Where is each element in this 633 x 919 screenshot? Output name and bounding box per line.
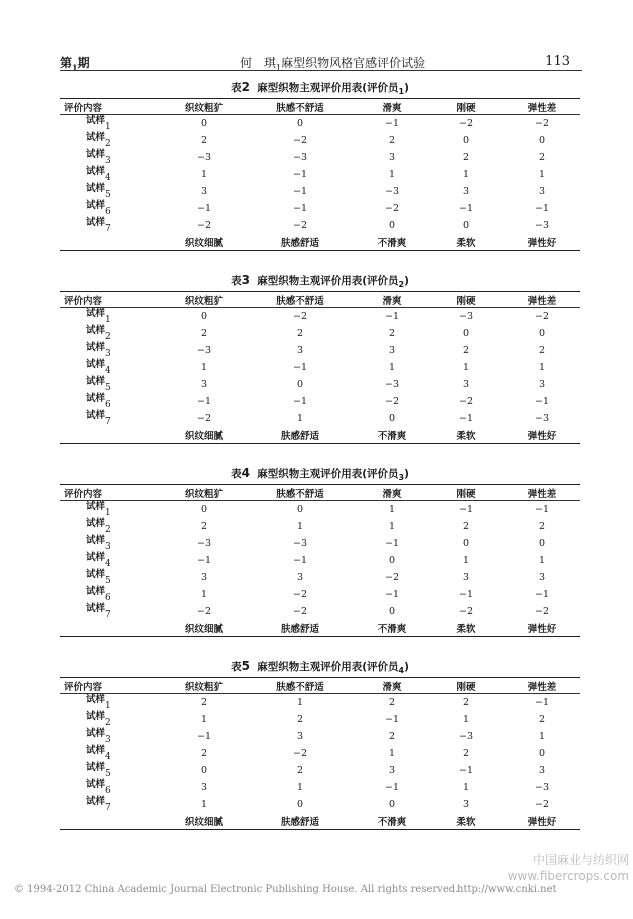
table-cell: −1	[384, 714, 399, 725]
table-cell: 1	[538, 362, 546, 373]
table-cell: 3	[388, 765, 396, 776]
column-header: 织纹粗犷	[184, 488, 223, 500]
table-cell: 2	[388, 731, 396, 742]
column-header: 评价内容	[64, 295, 103, 307]
table-cell: −3	[384, 186, 399, 197]
footer-cell: 肤感舒适	[280, 817, 319, 828]
footer-cell: 柔软	[456, 431, 476, 442]
row-label: 试样$_6$	[86, 586, 111, 603]
table-cell: 2	[200, 748, 208, 759]
table-cell: 0	[200, 311, 208, 322]
column-header: 刚硬	[456, 681, 476, 693]
footer-cell: 肤感舒适	[280, 624, 319, 635]
table-cell: −1	[292, 186, 307, 197]
table-caption: 表5 麻型织物主观评价用表(评价员$_4$)	[231, 659, 409, 676]
column-header: 肤感不舒适	[276, 488, 324, 500]
table-cell: 1	[200, 714, 208, 725]
table-cell: 0	[462, 538, 470, 549]
table-cell: −3	[196, 538, 211, 549]
footer-cell	[60, 234, 164, 251]
table-cell: 2	[388, 135, 396, 146]
table-cell: 2	[200, 135, 208, 146]
table-cell: −3	[458, 311, 473, 322]
column-header: 织纹粗犷	[184, 102, 223, 114]
table-cell: 3	[538, 379, 546, 390]
table-cell: −2	[534, 118, 549, 129]
table-cell: 3	[388, 345, 396, 356]
table-cell: −1	[292, 555, 307, 566]
table-cell: 2	[538, 521, 546, 532]
table-cell: −2	[458, 606, 473, 617]
row-label: 试样$_7$	[86, 603, 111, 620]
table-cell: 1	[538, 731, 546, 742]
table-cell: −1	[292, 203, 307, 214]
table-cell: 0	[296, 118, 304, 129]
table-cell: 0	[296, 799, 304, 810]
table-footer-row	[60, 813, 580, 830]
table-cell: 1	[388, 362, 396, 373]
table-cell: 3	[538, 765, 546, 776]
row-label: 试样$_1$	[86, 115, 111, 132]
table-cell: −1	[384, 538, 399, 549]
table-row	[60, 603, 580, 620]
footer-cell: 弹性好	[527, 624, 557, 635]
footer-cell: 不滑爽	[377, 431, 407, 442]
footer-cell: 柔软	[456, 624, 476, 635]
footer-cell: 肤感舒适	[280, 238, 319, 249]
column-header: 滑爽	[382, 295, 402, 307]
table-cell: −2	[292, 220, 307, 231]
footer-url[interactable]: http://www.cnki.net	[457, 884, 557, 895]
table-cell: 2	[462, 345, 470, 356]
row-label: 试样$_2$	[86, 325, 111, 342]
table-cell: 0	[200, 765, 208, 776]
row-label: 试样$_5$	[86, 762, 111, 779]
column-header: 滑爽	[382, 681, 402, 693]
table-cell: 0	[462, 135, 470, 146]
table-cell: 1	[462, 714, 470, 725]
table-cell: 1	[296, 782, 304, 793]
table-cell: 1	[388, 504, 396, 515]
table-cell: 0	[388, 220, 396, 231]
table-cell: −2	[534, 311, 549, 322]
column-header: 弹性差	[527, 681, 557, 693]
row-label: 试样$_5$	[86, 569, 111, 586]
evaluation-table-3	[60, 466, 580, 637]
table-row	[60, 410, 580, 427]
table-grid	[60, 677, 580, 830]
table-cell: −1	[534, 504, 549, 515]
column-header: 肤感不舒适	[276, 295, 324, 307]
table-cell: −1	[384, 311, 399, 322]
table-grid	[60, 291, 580, 444]
table-cell: 2	[462, 152, 470, 163]
row-label: 试样$_6$	[86, 779, 111, 796]
table-cell: 2	[296, 328, 304, 339]
table-cell: 1	[296, 697, 304, 708]
column-header: 弹性差	[527, 102, 557, 114]
row-label: 试样$_5$	[86, 183, 111, 200]
footer-cell	[60, 427, 164, 444]
column-header: 刚硬	[456, 488, 476, 500]
table-cell: 2	[388, 697, 396, 708]
row-label: 试样$_1$	[86, 501, 111, 518]
table-cell: 0	[388, 799, 396, 810]
footer-cell: 弹性好	[527, 238, 557, 249]
table-cell: −2	[292, 589, 307, 600]
column-header: 肤感不舒适	[276, 102, 324, 114]
footer-cell: 织纹细腻	[184, 238, 223, 249]
page-footer	[0, 884, 633, 898]
table-cell: 3	[388, 152, 396, 163]
table-cell: −3	[196, 152, 211, 163]
table-grid	[60, 484, 580, 637]
row-label: 试样$_4$	[86, 166, 111, 183]
table-cell: 0	[538, 328, 546, 339]
column-header: 评价内容	[64, 102, 103, 114]
running-header	[0, 52, 633, 72]
table-cell: 3	[200, 186, 208, 197]
footer-cell: 织纹细腻	[184, 817, 223, 828]
table-cell: 2	[462, 521, 470, 532]
evaluation-table-2	[60, 273, 580, 444]
table-grid	[60, 98, 580, 251]
table-cell: 1	[462, 362, 470, 373]
table-cell: 0	[462, 328, 470, 339]
table-cell: 0	[538, 748, 546, 759]
table-cell: 2	[388, 328, 396, 339]
table-cell: 2	[296, 765, 304, 776]
table-cell: 0	[388, 555, 396, 566]
table-cell: 1	[462, 782, 470, 793]
table-footer-row	[60, 427, 580, 444]
column-header: 弹性差	[527, 295, 557, 307]
row-label: 试样$_6$	[86, 200, 111, 217]
table-cell: −1	[458, 203, 473, 214]
table-caption: 表2 麻型织物主观评价用表(评价员$_1$)	[231, 80, 409, 97]
table-cell: 1	[538, 555, 546, 566]
table-cell: 1	[200, 169, 208, 180]
copyright-notice: © 1994-2012 China Academic Journal Electronic Publishing House. All rights reserved.	[14, 884, 459, 895]
footer-cell: 肤感舒适	[280, 431, 319, 442]
table-cell: −2	[534, 799, 549, 810]
footer-cell: 弹性好	[527, 431, 557, 442]
table-footer-row	[60, 620, 580, 637]
header-rule	[60, 70, 582, 71]
table-cell: 2	[462, 697, 470, 708]
table-cell: −3	[534, 220, 549, 231]
row-label: 试样$_3$	[86, 149, 111, 166]
table-cell: −2	[292, 748, 307, 759]
row-label: 试样$_7$	[86, 410, 111, 427]
table-cell: −2	[384, 203, 399, 214]
table-cell: −2	[196, 606, 211, 617]
table-cell: 2	[462, 748, 470, 759]
table-cell: −2	[292, 135, 307, 146]
table-cell: −1	[292, 396, 307, 407]
table-cell: 3	[538, 186, 546, 197]
table-cell: 3	[296, 572, 304, 583]
footer-cell: 柔软	[456, 238, 476, 249]
column-header: 肤感不舒适	[276, 681, 324, 693]
row-label: 试样$_5$	[86, 376, 111, 393]
watermark	[508, 852, 629, 884]
table-row	[60, 217, 580, 234]
evaluation-table-1	[60, 80, 580, 251]
row-label: 试样$_7$	[86, 796, 111, 813]
row-label: 试样$_1$	[86, 694, 111, 711]
table-cell: 2	[200, 328, 208, 339]
table-cell: 1	[388, 748, 396, 759]
table-cell: 0	[538, 538, 546, 549]
table-cell: −1	[534, 203, 549, 214]
table-cell: −1	[196, 731, 211, 742]
table-cell: −1	[196, 203, 211, 214]
table-cell: 0	[200, 504, 208, 515]
running-title: 何 琪$_1$麻型织物风格官感评价试验	[240, 56, 426, 73]
table-cell: −1	[458, 765, 473, 776]
table-cell: 0	[388, 413, 396, 424]
table-caption: 表4 麻型织物主观评价用表(评价员$_3$)	[231, 466, 409, 483]
table-cell: −2	[458, 396, 473, 407]
table-cell: −3	[292, 152, 307, 163]
row-label: 试样$_2$	[86, 132, 111, 149]
row-label: 试样$_4$	[86, 745, 111, 762]
column-header: 滑爽	[382, 102, 402, 114]
table-cell: 3	[462, 379, 470, 390]
column-header: 织纹粗犷	[184, 295, 223, 307]
footer-cell: 不滑爽	[377, 817, 407, 828]
table-cell: −1	[292, 169, 307, 180]
row-label: 试样$_3$	[86, 342, 111, 359]
table-cell: −2	[196, 413, 211, 424]
page-number: 113	[545, 54, 570, 69]
table-cell: −1	[384, 118, 399, 129]
table-cell: −1	[534, 396, 549, 407]
row-label: 试样$_3$	[86, 728, 111, 745]
table-cell: 1	[296, 521, 304, 532]
table-cell: −1	[458, 504, 473, 515]
table-cell: −3	[196, 345, 211, 356]
table-cell: 3	[462, 186, 470, 197]
table-cell: −3	[292, 538, 307, 549]
table-cell: 3	[200, 379, 208, 390]
table-cell: 2	[296, 714, 304, 725]
row-label: 试样$_2$	[86, 518, 111, 535]
table-cell: 1	[388, 169, 396, 180]
table-cell: −1	[458, 589, 473, 600]
table-caption: 表3 麻型织物主观评价用表(评价员$_2$)	[231, 273, 409, 290]
table-cell: 3	[200, 782, 208, 793]
table-cell: 2	[538, 345, 546, 356]
table-cell: 3	[538, 572, 546, 583]
watermark-line-1: 中国麻业与纺织网	[532, 853, 629, 867]
table-cell: 0	[462, 220, 470, 231]
table-cell: −1	[292, 362, 307, 373]
evaluation-table-4	[60, 659, 580, 830]
row-label: 试样$_1$	[86, 308, 111, 325]
column-header: 评价内容	[64, 681, 103, 693]
row-label: 试样$_7$	[86, 217, 111, 234]
table-cell: 0	[296, 504, 304, 515]
table-cell: 1	[388, 521, 396, 532]
footer-cell	[60, 620, 164, 637]
issue-number: 第$_1$期	[60, 56, 90, 73]
table-cell: −2	[534, 606, 549, 617]
table-cell: 1	[200, 362, 208, 373]
column-header: 弹性差	[527, 488, 557, 500]
table-cell: −1	[534, 589, 549, 600]
table-cell: −1	[196, 555, 211, 566]
table-cell: 3	[296, 731, 304, 742]
table-cell: −1	[458, 413, 473, 424]
column-header: 织纹粗犷	[184, 681, 223, 693]
table-cell: 1	[462, 169, 470, 180]
table-cell: 3	[462, 799, 470, 810]
table-cell: −2	[384, 396, 399, 407]
table-cell: −2	[196, 220, 211, 231]
footer-cell	[60, 813, 164, 830]
row-label: 试样$_4$	[86, 359, 111, 376]
column-header: 评价内容	[64, 488, 103, 500]
table-cell: −1	[384, 589, 399, 600]
table-cell: 0	[200, 118, 208, 129]
footer-cell: 织纹细腻	[184, 624, 223, 635]
table-cell: −2	[292, 606, 307, 617]
table-cell: −2	[292, 311, 307, 322]
table-cell: −2	[384, 572, 399, 583]
footer-cell: 弹性好	[527, 817, 557, 828]
row-label: 试样$_4$	[86, 552, 111, 569]
table-cell: −3	[384, 379, 399, 390]
table-cell: −1	[534, 697, 549, 708]
table-cell: 1	[538, 169, 546, 180]
table-cell: −1	[196, 396, 211, 407]
row-label: 试样$_2$	[86, 711, 111, 728]
table-cell: 1	[462, 555, 470, 566]
table-cell: −3	[534, 782, 549, 793]
table-cell: 1	[296, 413, 304, 424]
table-cell: 2	[538, 152, 546, 163]
table-cell: 1	[200, 589, 208, 600]
table-cell: 2	[200, 697, 208, 708]
table-cell: 3	[200, 572, 208, 583]
footer-cell: 织纹细腻	[184, 431, 223, 442]
table-cell: 0	[296, 379, 304, 390]
table-cell: 0	[538, 135, 546, 146]
table-cell: −1	[384, 782, 399, 793]
table-row	[60, 796, 580, 813]
table-cell: 3	[462, 572, 470, 583]
table-cell: 2	[538, 714, 546, 725]
column-header: 滑爽	[382, 488, 402, 500]
table-cell: −3	[534, 413, 549, 424]
footer-cell: 柔软	[456, 817, 476, 828]
table-cell: 1	[200, 799, 208, 810]
table-cell: −2	[458, 118, 473, 129]
row-label: 试样$_3$	[86, 535, 111, 552]
column-header: 刚硬	[456, 102, 476, 114]
table-cell: 0	[388, 606, 396, 617]
table-footer-row	[60, 234, 580, 251]
column-header: 刚硬	[456, 295, 476, 307]
footer-cell: 不滑爽	[377, 238, 407, 249]
watermark-line-2: www.fibercrops.com	[507, 869, 629, 883]
table-cell: 3	[296, 345, 304, 356]
footer-cell: 不滑爽	[377, 624, 407, 635]
row-label: 试样$_6$	[86, 393, 111, 410]
table-cell: −3	[458, 731, 473, 742]
table-cell: 2	[200, 521, 208, 532]
